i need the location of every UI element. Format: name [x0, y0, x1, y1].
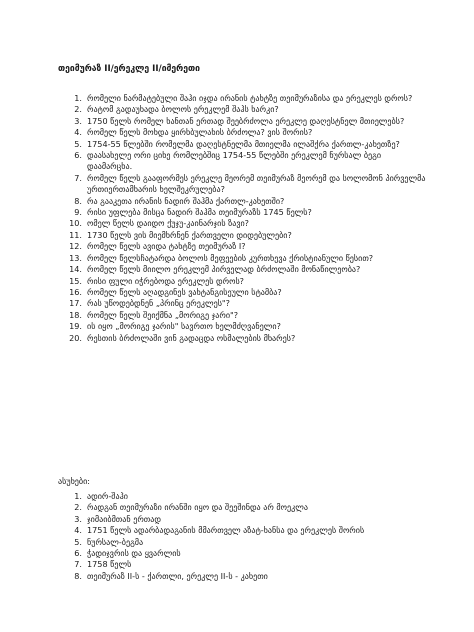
question-item-number: 9.: [74, 207, 82, 218]
answer-item: [58, 525, 428, 536]
question-item-number: 15.: [69, 275, 82, 286]
question-item: [58, 310, 428, 321]
answer-item-number: 8.: [74, 570, 82, 581]
question-item-number: 11.: [69, 229, 82, 240]
question-item-number: 5.: [74, 138, 82, 149]
question-item: [58, 127, 428, 138]
question-item-text: რომელ წელსჩატარდა ბოლოს მეფეების კურთხევა ქრისტიანული წესით?: [87, 252, 374, 263]
question-item-text: 1750 წელს რომელ ხანთან ერთად შეებრძოლა ერეკლე დაღესტნელ მთიელებს?: [87, 115, 405, 126]
answer-item-text: ჯიმაიბმთან ერთად: [87, 513, 161, 524]
question-item-number: 8.: [74, 195, 82, 206]
answer-item-text: ჭადიჯვრის და ყვარლის: [87, 548, 181, 559]
question-item: [58, 264, 428, 275]
question-item: [58, 321, 428, 332]
question-item-number: 20.: [69, 332, 82, 343]
question-item: [58, 93, 428, 104]
answer-item: [58, 502, 428, 513]
question-item: [58, 207, 428, 218]
question-item: [58, 104, 428, 115]
question-item: [58, 276, 428, 287]
question-item-number: 16.: [69, 286, 82, 297]
answer-item-number: 3.: [74, 513, 82, 524]
answer-item: [58, 514, 428, 525]
question-item: [58, 173, 428, 196]
answer-item: [58, 537, 428, 548]
answer-item: [58, 559, 428, 570]
answer-item-number: 5.: [74, 536, 82, 547]
question-item-text: 1754-55 წლებში რომელმა დაღესტნელმა მთიელმა ილაშქრა ქართლ-კახეთზე?: [87, 138, 400, 149]
answer-item-text: ნურსალ-ბეგმა: [87, 536, 144, 547]
question-item-text: რომელ წელს შეიქმნა „მორიგე ჯარი"?: [87, 309, 239, 320]
question-item-number: 17.: [69, 298, 82, 309]
question-item-text: რა გააკეთა ირანის ნადირ შაჰმა ქართლ-კახეთში?: [87, 195, 285, 206]
question-item: [58, 230, 428, 241]
answer-item-number: 1.: [74, 491, 82, 501]
answer-item: [58, 491, 428, 502]
answer-item-text: 1751 წელს ადარბადაგანის მმართველ აზატ-ხანსა და ერეკლეს შორის: [87, 525, 365, 536]
question-item: [58, 218, 428, 229]
answers-heading: ასუხები:: [58, 476, 91, 486]
question-item: [58, 196, 428, 207]
answer-item: [58, 548, 428, 559]
question-item-text: ომელ წელს დაიდო ქუჯუ-კაინარჯის ზავი?: [87, 218, 249, 229]
question-item-number: 4.: [74, 127, 82, 138]
question-item-number: 1.: [74, 93, 82, 103]
question-item-text: რას უწოდებდნენ „პრინც ერეკლეს"?: [87, 298, 230, 309]
question-item-text: რომელ წელს აღადგინეს ვახტანგისეული სტამბა?: [87, 286, 282, 297]
question-item-text: რომელი ნარმატებული შაჰი იჯდა ირანის ტახტზე თეიმურაზისა და ერეკლეს დროს?: [87, 93, 413, 103]
question-item-text: რატომ გადაუხადა ბოლოს ერეკლემ შაჰს ხარკი?: [87, 104, 279, 115]
question-item: [58, 333, 428, 344]
answer-item-text: ადირ-შაჰი: [87, 491, 128, 501]
question-item-text: რომელ წელს ავიდა ტახტზე თეიმურაზ I?: [87, 241, 246, 252]
question-item-number: 7.: [74, 172, 82, 183]
question-item: [58, 150, 428, 173]
question-list: [58, 93, 428, 344]
answer-item-number: 6.: [74, 548, 82, 559]
answer-item-number: 4.: [74, 525, 82, 536]
question-item-number: 18.: [69, 309, 82, 320]
answer-item-text: თეიმურაზ II-ს - ქართლი, ერეკლე II-ს - კახეთი: [87, 570, 268, 581]
question-item-text: რომელ წელს გააფორმეს ერეკლე მეორემ თეიმურაზ მეორემ და სოლომონ პირველმა ურთიერთამხარის ხელშეკრულება?: [87, 172, 426, 195]
question-item-number: 6.: [74, 150, 82, 161]
question-item-text: რომელ წელს მოხდა ყირხბულახის ბრძოლა? ვის შორის?: [87, 127, 313, 138]
question-item: [58, 241, 428, 252]
question-item-text: ის იყო „მორიგე ჯარის" სავრთო ხელმძღვანელი?: [87, 321, 281, 332]
answer-item-text: 1758 წელს: [87, 559, 132, 570]
question-item: [58, 298, 428, 309]
answer-item-number: 2.: [74, 502, 82, 513]
question-item-text: რესთის ბრძოლაში ვინ გადაცდა ოსმალების მხარეს?: [87, 332, 296, 343]
document-title: თეიმურაზ II/ერეკლე II/იმერეთი: [58, 64, 200, 74]
question-item-number: 19.: [69, 321, 82, 332]
question-item: [58, 287, 428, 298]
question-item: [58, 116, 428, 127]
question-item: [58, 139, 428, 150]
answer-item: [58, 571, 428, 582]
question-item-number: 13.: [69, 252, 82, 263]
question-item-text: რისი ფული იჭრებოდა ერეკლეს დროს?: [87, 275, 244, 286]
question-item-number: 2.: [74, 104, 82, 115]
question-item-text: რომელ წელს მიილო ერეკლემ პირველად ბრძოლაში მონაწილეობა?: [87, 264, 361, 275]
question-item-number: 14.: [69, 264, 82, 275]
question-item: [58, 253, 428, 264]
answer-list: [58, 491, 428, 582]
answer-item-text: რადგან თეიმურაზი ირანში იყო და შეეშინდა არ მოეკლა: [87, 502, 308, 513]
answer-item-number: 7.: [74, 559, 82, 570]
question-item-text: რისი უფლება მისცა ნადირ შაჰმა თეიმურაზს 1745 წელს?: [87, 207, 312, 218]
question-item-text: 1730 წელს ვის მიემხრნენ ქართველი დიდებულები?: [87, 229, 292, 240]
question-item-number: 3.: [74, 115, 82, 126]
question-item-number: 12.: [69, 241, 82, 252]
question-item-number: 10.: [69, 218, 82, 229]
question-item-text: დაასახელე ორი ციხე რომლებშიც 1754-55 წლებში ერეკლემ ნურსალ ბეგი დაამარცხა.: [87, 150, 382, 172]
